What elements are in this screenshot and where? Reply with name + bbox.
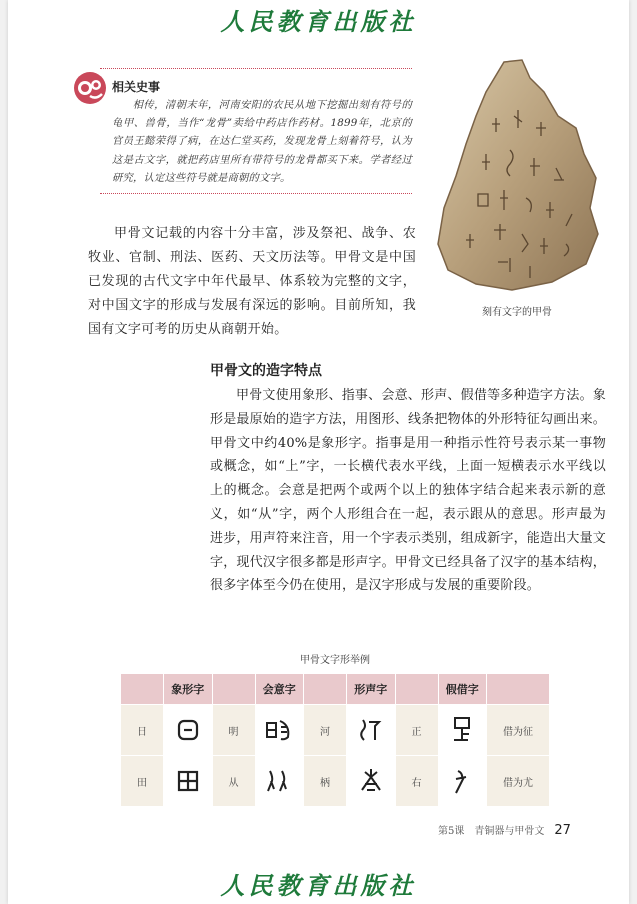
oracle-glyph-right bbox=[438, 756, 487, 807]
loan-note: 借为征 bbox=[487, 705, 550, 756]
oracle-glyph-handle bbox=[347, 756, 396, 807]
history-badge-icon bbox=[72, 70, 108, 106]
modern-char: 河 bbox=[304, 705, 347, 756]
modern-char: 右 bbox=[395, 756, 438, 807]
divider bbox=[100, 193, 412, 194]
modern-char: 柄 bbox=[304, 756, 347, 807]
oracle-bone-image bbox=[426, 58, 608, 296]
page-number: 27 bbox=[554, 823, 571, 838]
modern-char: 田 bbox=[121, 756, 164, 807]
table-row bbox=[121, 756, 550, 807]
section-title: 甲骨文的造字特点 bbox=[210, 363, 322, 379]
image-caption: 刻有文字的甲骨 bbox=[482, 307, 552, 318]
history-text: 相传，清朝末年，河南安阳的农民从地下挖掘出刻有符号的龟甲、兽骨，当作“龙骨”卖给中药店作药材。1899年，北京的官员王懿荣得了病，在达仁堂买药，发现龙骨上刻着符号，认为这是古文字，就把药店里所有带符号的龙骨都买下来。学者经过研究，认定这些符号就是商朝的文字。 bbox=[112, 99, 412, 184]
header-pictograph: 象形字 bbox=[164, 674, 213, 705]
publisher-logo-top: 人民教育出版社 bbox=[220, 7, 417, 36]
oracle-glyph-bright bbox=[255, 705, 304, 756]
modern-char: 日 bbox=[121, 705, 164, 756]
header-spacer bbox=[212, 674, 255, 705]
oracle-glyph-sun bbox=[164, 705, 213, 756]
modern-char: 从 bbox=[212, 756, 255, 807]
header-spacer bbox=[487, 674, 550, 705]
page-footer bbox=[438, 822, 571, 838]
oracle-glyph-zheng bbox=[438, 705, 487, 756]
modern-char: 正 bbox=[395, 705, 438, 756]
header-phonosemantic: 形声字 bbox=[347, 674, 396, 705]
textbook-page bbox=[8, 0, 629, 904]
history-title: 相关史事 bbox=[112, 80, 161, 94]
table-header-row bbox=[121, 674, 550, 705]
header-spacer bbox=[395, 674, 438, 705]
header-spacer bbox=[304, 674, 347, 705]
intro-paragraph: 甲骨文记载的内容十分丰富，涉及祭祀、战争、农牧业、官制、刑法、医药、天文历法等。甲骨文是中国已发现的古代文字中年代最早、体系较为完整的文字，对中国文字的形成与发展有深远的影响。目前所知，我国有文字可考的历史从商朝开始。 bbox=[88, 226, 416, 337]
oracle-glyph-field bbox=[164, 756, 213, 807]
publisher-logo-bottom: 人民教育出版社 bbox=[220, 871, 417, 900]
lesson-title: 第5课 青铜器与甲骨文 bbox=[438, 826, 545, 837]
oracle-glyph-follow bbox=[255, 756, 304, 807]
table-caption: 甲骨文字形举例 bbox=[300, 655, 370, 666]
modern-char: 明 bbox=[212, 705, 255, 756]
glyph-examples-table bbox=[120, 673, 550, 807]
divider bbox=[100, 68, 412, 69]
header-spacer bbox=[121, 674, 164, 705]
header-loan: 假借字 bbox=[438, 674, 487, 705]
related-history-box bbox=[72, 66, 412, 194]
oracle-glyph-river bbox=[347, 705, 396, 756]
section-body: 甲骨文使用象形、指事、会意、形声、假借等多种造字方法。象形是最原始的造字方法，用图形、线条把物体的外形特征勾画出来。甲骨文中约40%是象形字。指事是用一种指示性符号表示某一事物或概念，如“上”字，一长横代表水平线，上面一短横表示水平线以上的概念。会意是把两个或两个以上的独体字结合起来表示新的意义，如“从”字，两个人形组合在一起，表示跟从的意思。形声最为进步，用声符来注音，用一个字表示类别，组成新字，能造出大量文字，现代汉字很多都是形声字。甲骨文已经具备了汉字的基本结构，很多字体至今仍在使用，是汉字形成与发展的重要阶段。 bbox=[210, 388, 607, 594]
table-row bbox=[121, 705, 550, 756]
loan-note: 借为尤 bbox=[487, 756, 550, 807]
header-ideograph: 会意字 bbox=[255, 674, 304, 705]
